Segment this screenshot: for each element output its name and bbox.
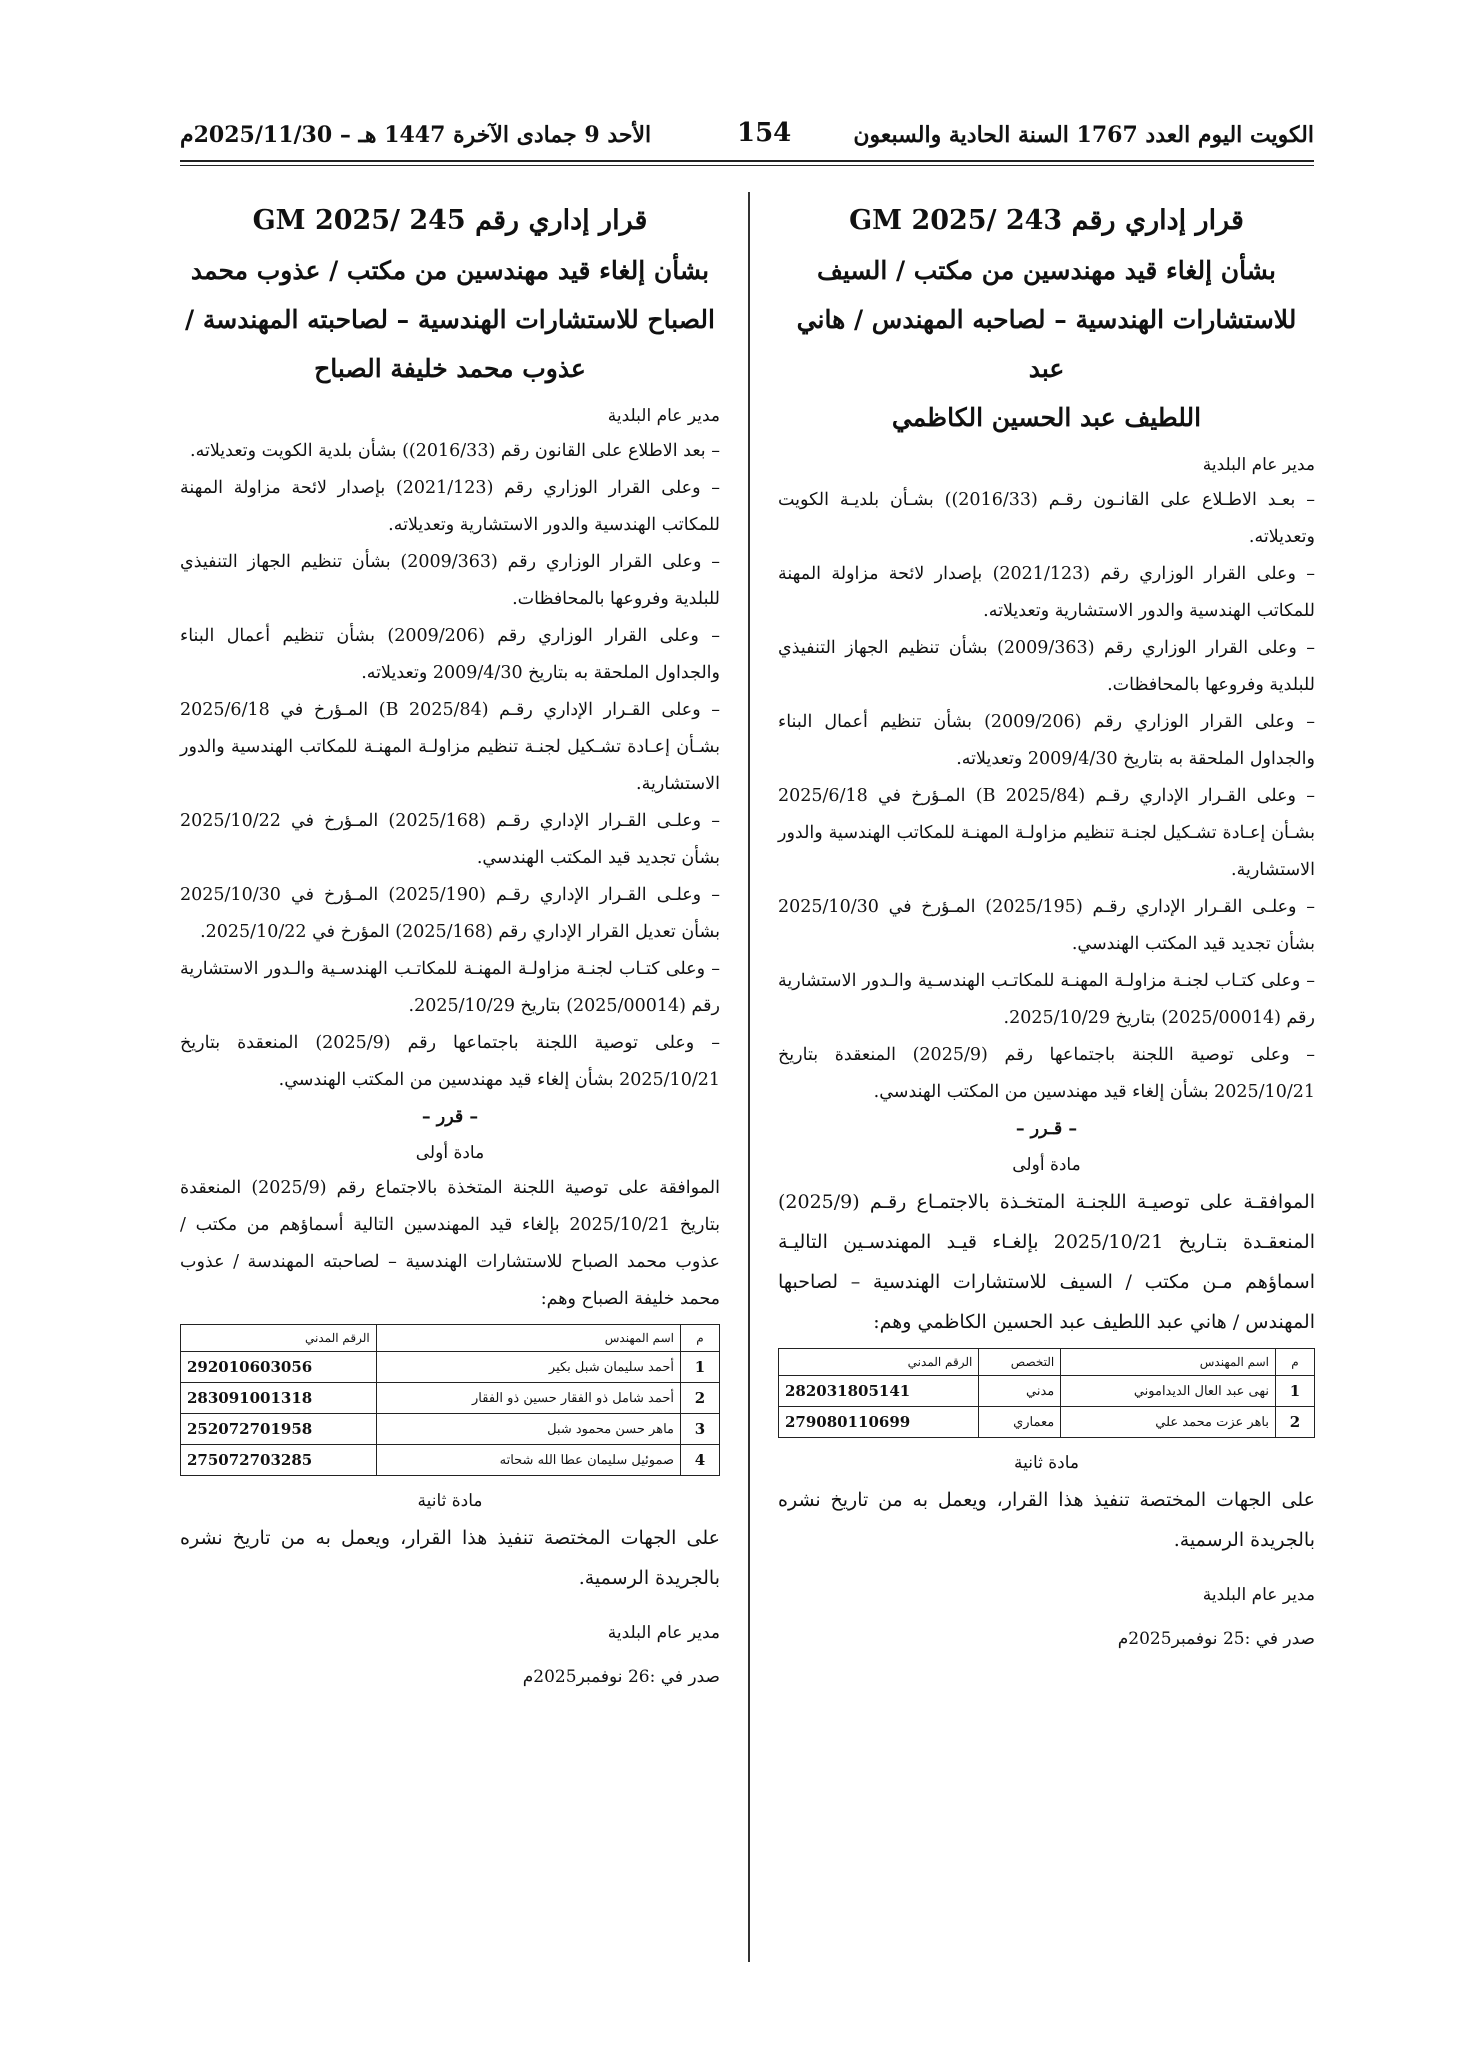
preamble-paragraph: – بعـد الاطـلاع على القانـون رقـم (2016/33)) بشـأن بلديـة الكويت وتعديلاته.: [778, 490, 1315, 547]
engineers-table: [180, 1324, 720, 1476]
decree-heading: – قرر –: [421, 1107, 479, 1127]
preamble-paragraph: – وعلى توصية اللجنة باجتماعها رقم (2025/9) المنعقدة بتاريخ 2025/10/21 بشأن إلغاء قيد مهندسين من المكتب الهندسي.: [778, 1045, 1316, 1102]
preamble-paragraph: – وعلـى القـرار الإداري رقـم (2025/195) المـؤرخ في 2025/10/30 بشأن تجديد قيد المكتب الهندسي.: [778, 897, 1316, 954]
preamble-paragraph: – بعد الاطلاع على القانون رقم (2016/33)) بشأن بلدية الكويت وتعديلاته.: [190, 441, 720, 461]
signature: مدير عام البلدية: [1202, 1585, 1315, 1605]
article-1-heading: مادة أولى: [1012, 1155, 1081, 1175]
header-rule-top: [180, 160, 1314, 162]
col-header-civil-id: الرقم المدني: [181, 1325, 377, 1352]
row-index: 1: [681, 1352, 720, 1383]
table-row: [779, 1407, 1315, 1438]
page-header: [180, 118, 1314, 158]
table-row: [181, 1383, 720, 1414]
subtitle-line: للاستشارات الهندسية – لصاحبه المهندس / هاني عبد: [796, 305, 1297, 383]
issuer-label: مدير عام البلدية: [607, 406, 720, 426]
subtitle-line: عذوب محمد خليفة الصباح: [314, 354, 586, 383]
col-header-name: اسم المهندس: [1061, 1349, 1276, 1376]
article-2-body: على الجهات المختصة تنفيذ هذا القرار، ويعمل به من تاريخ نشره بالجريدة الرسمية.: [778, 1489, 1315, 1551]
engineer-name: نهى عبد العال الديداموني: [1061, 1376, 1276, 1407]
issuer-label: مدير عام البلدية: [1202, 455, 1315, 475]
civil-id: 283091001318: [181, 1383, 377, 1414]
preamble-paragraph: – وعلـى القـرار الإداري رقـم (2025/168) المـؤرخ في 2025/10/22 بشأن تجديد قيد المكتب الهندسي.: [180, 811, 721, 868]
decision-subtitle: [180, 246, 720, 393]
decision-title: قرار إداري رقم 243 /2025 GM: [849, 205, 1244, 236]
row-index: 1: [1276, 1376, 1315, 1407]
engineers-table: [778, 1348, 1315, 1438]
engineer-name: باهر عزت محمد علي: [1061, 1407, 1276, 1438]
engineer-specialty: معماري: [979, 1407, 1061, 1438]
row-index: 3: [681, 1414, 720, 1445]
engineer-name: أحمد سليمان شبل بكير: [376, 1352, 680, 1383]
article-2-heading: مادة ثانية: [1013, 1453, 1080, 1473]
table-header-row: [779, 1349, 1315, 1376]
col-header-name: اسم المهندس: [376, 1325, 680, 1352]
table-header-row: [181, 1325, 720, 1352]
page-number: 154: [737, 118, 792, 148]
preamble-paragraph: – وعلى توصية اللجنة باجتماعها رقم (2025/9) المنعقدة بتاريخ 2025/10/21 بشأن إلغاء قيد مهندسين من المكتب الهندسي.: [180, 1033, 721, 1090]
decision-title: قرار إداري رقم 245 /2025 GM: [252, 205, 648, 236]
preamble-paragraph: – وعلى القرار الوزاري رقم (2021/123) بإصدار لائحة مزاولة المهنة للمكاتب الهندسية والدور الاستشارية وتعديلاته.: [778, 564, 1315, 621]
article-1-heading: مادة أولى: [415, 1143, 485, 1163]
table-row: [779, 1376, 1315, 1407]
issue-date: صدر في :25 نوفمبر2025م: [1117, 1629, 1315, 1649]
col-header-index: م: [681, 1325, 720, 1352]
preamble-paragraph: – وعلى القـرار الإداري رقـم (2025/84 B) المـؤرخ في 2025/6/18 بشـأن إعـادة تشـكيل لجنـة تنظيم مزاولـة المهنـة للمكاتب الهندسية والدور الاستشارية.: [180, 700, 720, 794]
preamble-paragraph: – وعلى القـرار الإداري رقـم (2025/84 B) المـؤرخ في 2025/6/18 بشـأن إعـادة تشـكيل لجنـة تنظيم مزاولـة المهنـة للمكاتب الهندسية والدور الاستشارية.: [778, 786, 1315, 880]
col-header-specialty: التخصص: [979, 1349, 1061, 1376]
subtitle-line: الصباح للاستشارات الهندسية – لصاحبته المهندسة /: [185, 305, 715, 334]
col-header-index: م: [1276, 1349, 1315, 1376]
preamble-paragraph: – وعلى القرار الوزاري رقم (2009/206) بشأن تنظيم أعمال البناء والجداول الملحقة به بتاريخ 2009/4/30 وتعديلاته.: [778, 712, 1316, 769]
preamble-paragraph: – وعلى القرار الوزاري رقم (2009/363) بشأن تنظيم الجهاز التنفيذي للبلدية وفروعها بالمحافظات.: [778, 638, 1315, 695]
header-issue-info: الكويت اليوم العدد 1767 السنة الحادية والسبعون: [853, 122, 1314, 148]
header-date: الأحد 9 جمادى الآخرة 1447 هـ – 2025/11/30م: [180, 122, 652, 148]
decision-245: [180, 196, 720, 1694]
preamble-paragraph: – وعلـى القـرار الإداري رقـم (2025/190) المـؤرخ في 2025/10/30 بشأن تعديل القرار الإداري رقم (2025/168) المؤرخ في 2025/10/22.: [180, 885, 721, 942]
subtitle-line: بشأن إلغاء قيد مهندسين من مكتب / عذوب محمد: [190, 256, 710, 285]
decision-243: [778, 196, 1315, 1656]
column-divider: [748, 192, 750, 1962]
issue-date: صدر في :26 نوفمبر2025م: [522, 1667, 720, 1687]
row-index: 2: [1276, 1407, 1315, 1438]
signature: مدير عام البلدية: [607, 1623, 720, 1643]
header-rule-bottom: [180, 165, 1314, 166]
civil-id: 282031805141: [779, 1376, 979, 1407]
civil-id: 275072703285: [181, 1445, 377, 1476]
engineer-name: ماهر حسن محمود شبل: [376, 1414, 680, 1445]
article-1-body: الموافقـة على توصيـة اللجنـة المتخـذة بالاجتمـاع رقـم (2025/9) المنعقـدة بتـاريخ 2025/10/21 بإلغـاء قيـد المهندسـين التاليـة اسماؤهم مـن مكتب / السيف للاستشارات الهندسية – لصاحبها المهندس / هاني عبد اللطيف عبد الحسين الكاظمي وهم:: [778, 1191, 1315, 1333]
col-header-civil-id: الرقم المدني: [779, 1349, 979, 1376]
table-row: [181, 1352, 720, 1383]
article-2-heading: مادة ثانية: [417, 1491, 483, 1511]
civil-id: 279080110699: [779, 1407, 979, 1438]
preamble-paragraph: – وعلى القرار الوزاري رقم (2009/363) بشأن تنظيم الجهاز التنفيذي للبلدية وفروعها بالمحافظات.: [180, 552, 720, 609]
article-2-body: على الجهات المختصة تنفيذ هذا القرار، ويعمل به من تاريخ نشره بالجريدة الرسمية.: [180, 1527, 720, 1589]
table-row: [181, 1445, 720, 1476]
row-index: 2: [681, 1383, 720, 1414]
subtitle-line: بشأن إلغاء قيد مهندسين من مكتب / السيف: [816, 256, 1276, 285]
civil-id: 292010603056: [181, 1352, 377, 1383]
preamble-paragraph: – وعلى كتـاب لجنـة مزاولـة المهنـة للمكاتـب الهندسـية والـدور الاستشارية رقم (2025/00014) بتاريخ 2025/10/29.: [180, 959, 720, 1016]
preamble-paragraph: – وعلى كتـاب لجنـة مزاولـة المهنـة للمكاتـب الهندسـية والـدور الاستشارية رقم (2025/00014) بتاريخ 2025/10/29.: [778, 971, 1316, 1028]
civil-id: 252072701958: [181, 1414, 377, 1445]
decree-heading: – قـرر –: [1015, 1119, 1078, 1139]
engineer-name: صموئيل سليمان عطا الله شحاته: [376, 1445, 680, 1476]
article-1-body: الموافقة على توصية اللجنة المتخذة بالاجتماع رقم (2025/9) المنعقدة بتاريخ 2025/10/21 بإلغاء قيد المهندسين التالية أسماؤهم من مكتب / عذوب محمد الصباح للاستشارات الهندسية – لصاحبته المهندسة / عذوب محمد خليفة الصباح وهم:: [180, 1178, 720, 1309]
preamble-paragraph: – وعلى القرار الوزاري رقم (2009/206) بشأن تنظيم أعمال البناء والجداول الملحقة به بتاريخ 2009/4/30 وتعديلاته.: [180, 626, 720, 683]
subtitle-line: اللطيف عبد الحسين الكاظمي: [891, 403, 1202, 432]
engineer-specialty: مدني: [979, 1376, 1061, 1407]
decision-subtitle: [778, 246, 1315, 442]
preamble-paragraph: – وعلى القرار الوزاري رقم (2021/123) بإصدار لائحة مزاولة المهنة للمكاتب الهندسية والدور الاستشارية وتعديلاته.: [180, 478, 720, 535]
engineer-name: أحمد شامل ذو الفقار حسين ذو الفقار: [376, 1383, 680, 1414]
row-index: 4: [681, 1445, 720, 1476]
table-row: [181, 1414, 720, 1445]
